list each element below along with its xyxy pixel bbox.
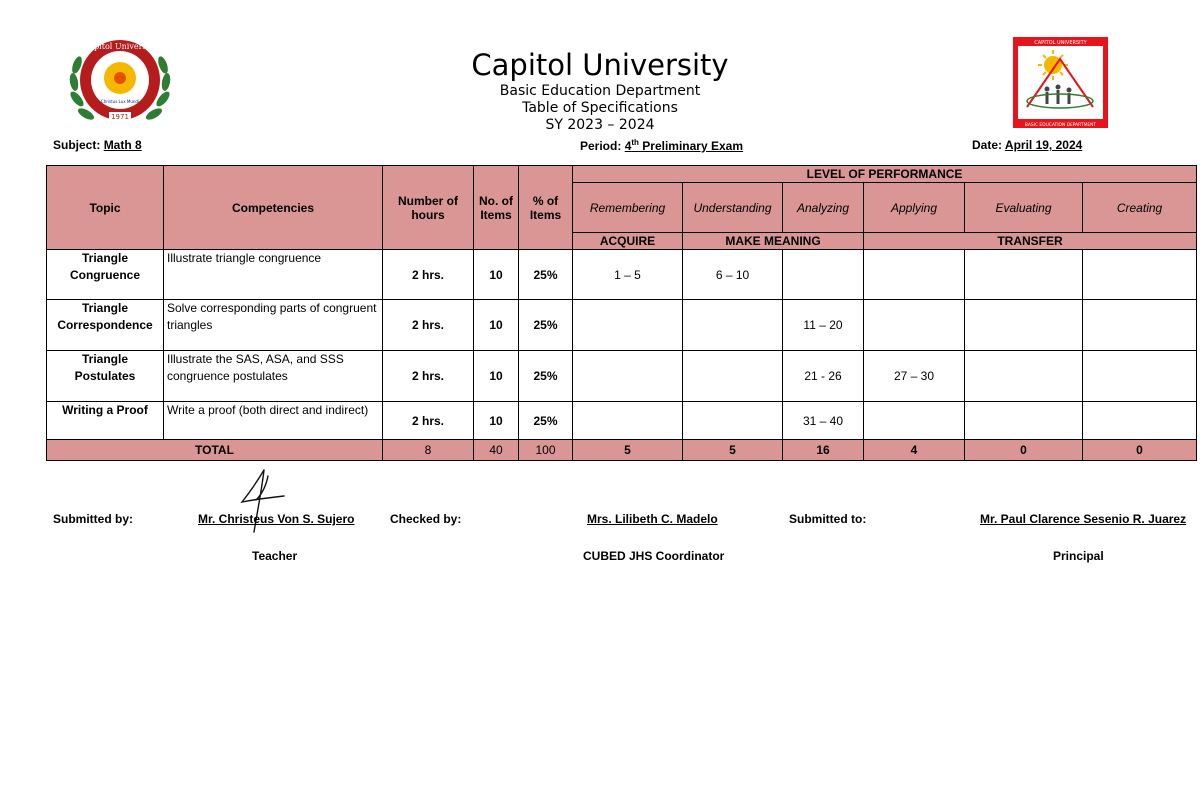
creating-cell <box>1083 351 1197 402</box>
items-cell: 10 <box>474 300 519 351</box>
evaluating-cell <box>965 351 1083 402</box>
seal-motto: Christus Lux Mundi <box>100 99 140 104</box>
submitted-to-name: Mr. Paul Clarence Sesenio R. Juarez <box>980 512 1187 526</box>
evaluating-cell <box>965 300 1083 351</box>
understanding-cell <box>683 300 783 351</box>
total-understanding: 5 <box>683 440 783 461</box>
period-ordinal: 4 <box>624 139 632 153</box>
table-row <box>47 250 1197 300</box>
competency-cell: Write a proof (both direct and indirect) <box>164 402 383 440</box>
date-field <box>972 138 1082 152</box>
checked-by-role: CUBED JHS Coordinator <box>583 549 725 563</box>
header-items-no: No. of Items <box>474 166 519 250</box>
checked-by-name: Mrs. Lilibeth C. Madelo <box>587 512 718 526</box>
submitted-by-name: Mr. Christeus Von S. Sujero <box>198 512 355 526</box>
subject-label: Subject: <box>53 138 101 152</box>
submitted-to-role: Principal <box>1053 549 1104 563</box>
total-pct: 100 <box>519 440 573 461</box>
header-remembering: Remembering <box>573 183 683 233</box>
logo-top-text: CAPITOL UNIVERSITY <box>1034 40 1087 46</box>
pct-cell: 25% <box>519 402 573 440</box>
items-cell: 10 <box>474 351 519 402</box>
table-row <box>47 351 1197 402</box>
topic-cell: Triangle Correspondence <box>47 300 164 351</box>
remembering-cell <box>573 300 683 351</box>
header-level-of-performance: LEVEL OF PERFORMANCE <box>573 166 1197 183</box>
total-items: 40 <box>474 440 519 461</box>
total-remembering: 5 <box>573 440 683 461</box>
document-title: Table of Specifications <box>522 100 678 116</box>
items-cell: 10 <box>474 250 519 300</box>
total-label: TOTAL <box>47 440 383 461</box>
pct-cell: 25% <box>519 250 573 300</box>
header-hours: Number of hours <box>383 166 474 250</box>
analyzing-cell <box>783 250 864 300</box>
total-analyzing: 16 <box>783 440 864 461</box>
subject-value: Math 8 <box>103 138 142 152</box>
header-competencies: Competencies <box>164 166 383 250</box>
submitted-to-label: Submitted to: <box>789 512 867 526</box>
logo-bottom-text: BASIC EDUCATION DEPARTMENT <box>1024 123 1097 128</box>
subject-field <box>53 138 142 152</box>
period-exam: Preliminary Exam <box>638 139 743 153</box>
header-make-meaning: MAKE MEANING <box>683 233 864 250</box>
creating-cell <box>1083 300 1197 351</box>
analyzing-cell: 11 – 20 <box>783 300 864 351</box>
pct-cell: 25% <box>519 300 573 351</box>
school-year: SY 2023 – 2024 <box>545 117 655 133</box>
hours-cell: 2 hrs. <box>383 351 474 402</box>
total-applying: 4 <box>864 440 965 461</box>
header-acquire: ACQUIRE <box>573 233 683 250</box>
header-items-pct: % of Items <box>519 166 573 250</box>
applying-cell <box>864 250 965 300</box>
submitted-by-label: Submitted by: <box>53 512 133 526</box>
header-transfer: TRANSFER <box>864 233 1197 250</box>
header-creating: Creating <box>1083 183 1197 233</box>
total-hours: 8 <box>383 440 474 461</box>
competency-cell: Solve corresponding parts of congruent triangles <box>164 300 383 351</box>
specifications-table <box>46 165 1197 461</box>
remembering-cell <box>573 402 683 440</box>
seal-text: Capitol University <box>83 42 157 51</box>
table-row <box>47 300 1197 351</box>
understanding-cell: 6 – 10 <box>683 250 783 300</box>
topic-cell: Triangle Congruence <box>47 250 164 300</box>
remembering-cell <box>573 351 683 402</box>
analyzing-cell: 21 - 26 <box>783 351 864 402</box>
hours-cell: 2 hrs. <box>383 300 474 351</box>
evaluating-cell <box>965 250 1083 300</box>
university-title: Capitol University <box>471 48 729 82</box>
table-row <box>47 402 1197 440</box>
header-applying: Applying <box>864 183 965 233</box>
checked-by-label: Checked by: <box>390 512 462 526</box>
seal-year: 1971 <box>111 113 129 121</box>
hours-cell: 2 hrs. <box>383 402 474 440</box>
topic-cell: Triangle Postulates <box>47 351 164 402</box>
header-understanding: Understanding <box>683 183 783 233</box>
remembering-cell: 1 – 5 <box>573 250 683 300</box>
header-analyzing: Analyzing <box>783 183 864 233</box>
hours-cell: 2 hrs. <box>383 250 474 300</box>
understanding-cell <box>683 402 783 440</box>
header-topic: Topic <box>47 166 164 250</box>
header-row-1 <box>47 166 1197 183</box>
evaluating-cell <box>965 402 1083 440</box>
analyzing-cell: 31 – 40 <box>783 402 864 440</box>
pct-cell: 25% <box>519 351 573 402</box>
period-field <box>580 138 743 153</box>
competency-cell: Illustrate triangle congruence <box>164 250 383 300</box>
applying-cell: 27 – 30 <box>864 351 965 402</box>
date-value: April 19, 2024 <box>1004 138 1083 152</box>
understanding-cell <box>683 351 783 402</box>
total-row <box>47 440 1197 461</box>
topic-cell: Writing a Proof <box>47 402 164 440</box>
applying-cell <box>864 402 965 440</box>
total-evaluating: 0 <box>965 440 1083 461</box>
creating-cell <box>1083 402 1197 440</box>
period-label: Period: <box>580 139 622 153</box>
applying-cell <box>864 300 965 351</box>
header-evaluating: Evaluating <box>965 183 1083 233</box>
creating-cell <box>1083 250 1197 300</box>
items-cell: 10 <box>474 402 519 440</box>
total-creating: 0 <box>1083 440 1197 461</box>
date-label: Date: <box>972 138 1003 152</box>
period-suffix: th <box>631 138 639 147</box>
competency-cell: Illustrate the SAS, ASA, and SSS congruence postulates <box>164 351 383 402</box>
submitted-by-role: Teacher <box>252 549 298 563</box>
department-name: Basic Education Department <box>499 83 701 99</box>
period-value <box>625 139 743 153</box>
